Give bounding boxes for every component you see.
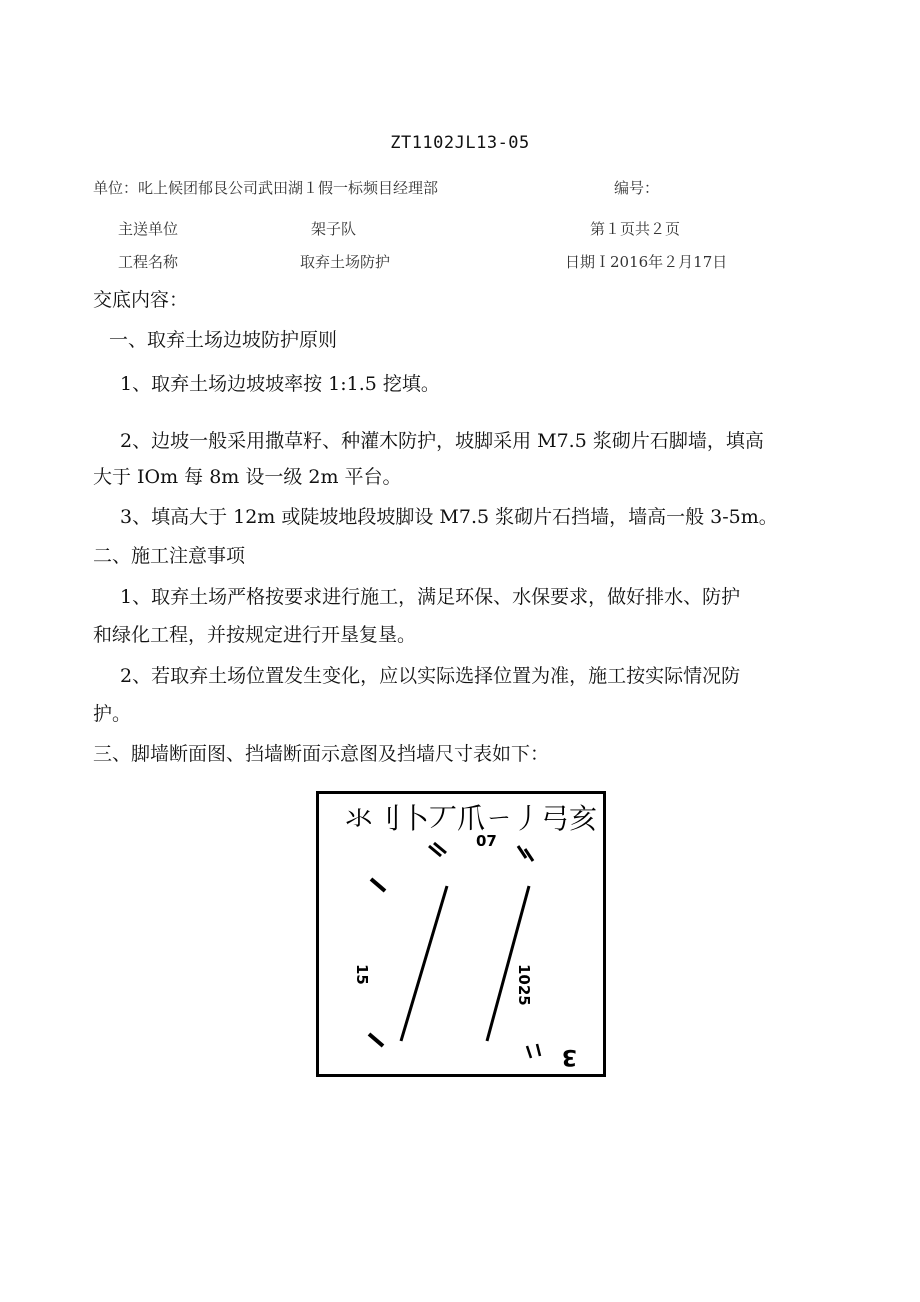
project-value: 取弃土场防护 (300, 253, 391, 271)
section2-item2-line2: 护。 (93, 703, 132, 725)
section3-title: 三、脚墙断面图、挡墙断面示意图及挡墙尺寸表如下： (93, 743, 550, 765)
section2-item1-line1: 1、取弃土场严格按要求进行施工，满足环保、水保要求，做好排水、防护 (120, 586, 741, 608)
wall-section-figure (316, 791, 606, 1077)
section1-item2-line2: 大于 IOm 每 8m 设一级 2m 平台。 (93, 466, 402, 488)
section1-item1: 1、取弃土场边坡坡率按 1:1.5 挖填。 (120, 373, 440, 395)
dimension-label-bottom: 3 (561, 1044, 577, 1069)
section2-item2-line1: 2、若取弃土场位置发生变化，应以实际选择位置为准，施工按实际情况防 (120, 665, 741, 687)
section1-title: 一、取弃土场边坡防护原则 (109, 329, 338, 351)
recipient-label: 主送单位 (118, 220, 179, 238)
dimension-label-right: 1025 (515, 964, 533, 1006)
section1-item3: 3、填高大于 12m 或陡坡地段坡脚设 M7.5 浆砌片石挡墙，墙高一般 3-5m。 (120, 506, 778, 528)
content-intro: 交底内容： (93, 289, 189, 311)
dimension-label-top: 07 (476, 832, 497, 850)
project-label: 工程名称 (118, 253, 179, 271)
document-code: ZT1102JL13-05 (390, 133, 530, 153)
figure-title-scrawl: 氺刂卜丆爪ㄧ丿弓亥 (345, 802, 598, 835)
tick-mark (371, 879, 385, 891)
tick-mark (518, 846, 526, 858)
page-info: 第１页共２页 (590, 220, 681, 238)
section2-title: 二、施工注意事项 (93, 545, 246, 567)
unit-line: 单位：叱上候团郁艮公司武田湖１假一标频目经理部 (93, 179, 439, 197)
tick-mark (369, 1034, 383, 1046)
section1-item2-line1: 2、边坡一般采用撒草籽、种灌木防护，坡脚采用 M7.5 浆砌片石脚墙，填高 (120, 430, 764, 452)
number-label: 编号： (614, 179, 660, 197)
dimension-label-left: 15 (353, 964, 371, 985)
wall-front-line (401, 886, 447, 1041)
figure-drawing (319, 794, 603, 1074)
tick-mark (537, 1044, 540, 1056)
section2-item1-line2: 和绿化工程，并按规定进行开垦复垦。 (93, 624, 417, 646)
date-field: 日期Ｉ2016年２月17日 (565, 253, 728, 271)
tick-mark (525, 849, 533, 861)
recipient-value: 架子队 (311, 220, 357, 238)
tick-mark (527, 1046, 531, 1058)
